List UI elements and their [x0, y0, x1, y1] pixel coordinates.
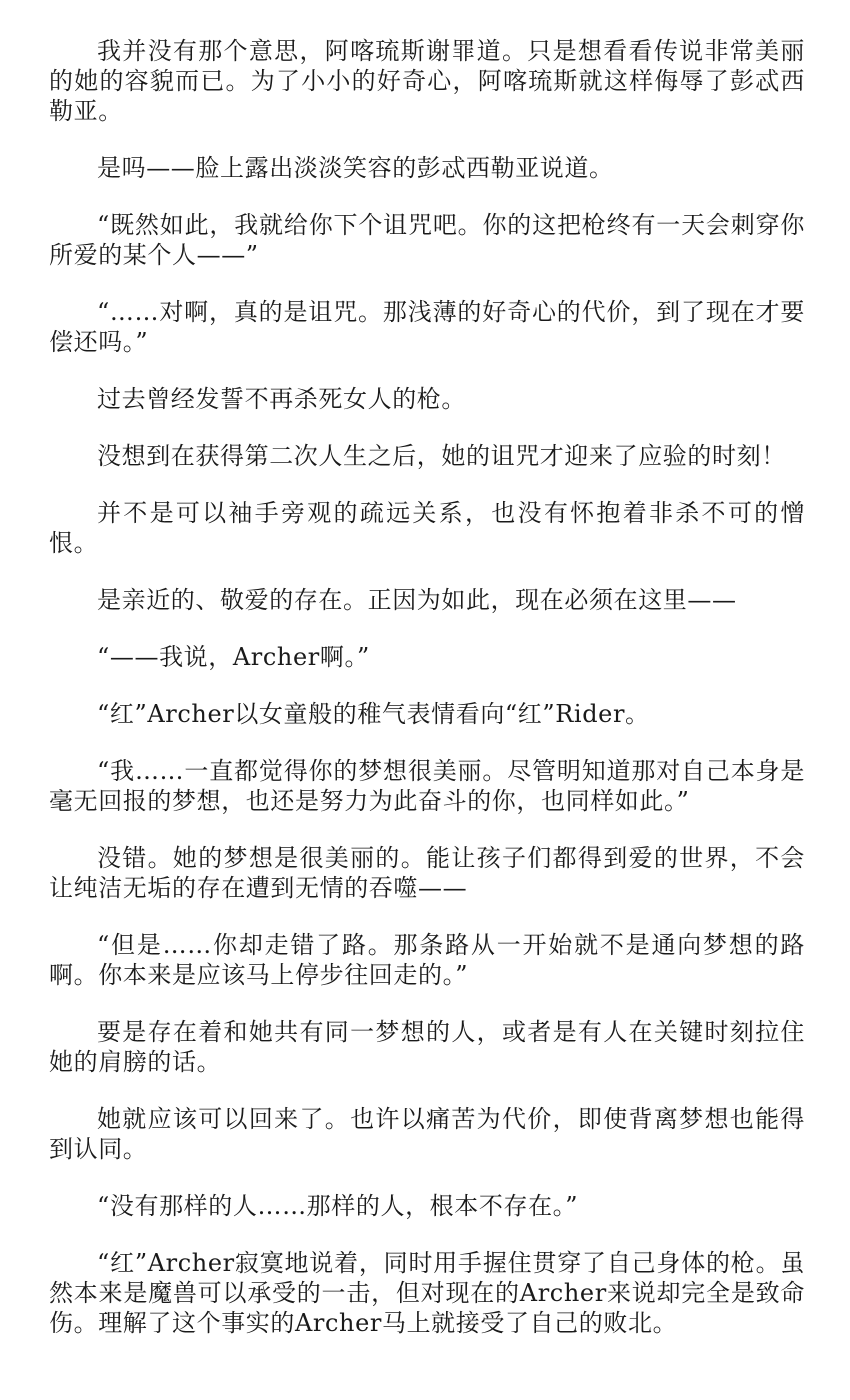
paragraph: “红”Archer以女童般的稚气表情看向“红”Rider。: [97, 700, 650, 728]
paragraph: 没想到在获得第二次人生之后，她的诅咒才迎来了应验的时刻！: [97, 442, 786, 470]
paragraph: 要是存在着和她共有同一梦想的人，或者是有人在关键时刻拉住她的肩膀的话。: [49, 1018, 805, 1076]
paragraph: 是亲近的、敬爱的存在。正因为如此，现在必须在这里——: [97, 586, 737, 614]
paragraph: “没有那样的人……那样的人，根本不存在。”: [97, 1192, 579, 1220]
paragraph: “既然如此，我就给你下个诅咒吧。你的这把枪终有一天会刺穿你所爱的某个人——”: [49, 211, 805, 269]
paragraph: “——我说，Archer啊。”: [97, 643, 370, 671]
paragraph: 她就应该可以回来了。也许以痛苦为代价，即使背离梦想也能得到认同。: [49, 1105, 805, 1163]
paragraph: “但是……你却走错了路。那条路从一开始就不是通向梦想的路啊。你本来是应该马上停步往回走的。”: [49, 931, 805, 989]
paragraph: 过去曾经发誓不再杀死女人的枪。: [97, 385, 466, 413]
paragraph: “我……一直都觉得你的梦想很美丽。尽管明知道那对自己本身是毫无回报的梦想，也还是努力为此奋斗的你，也同样如此。”: [49, 757, 805, 815]
paragraph: 是吗——脸上露出淡淡笑容的彭忒西勒亚说道。: [97, 154, 614, 182]
paragraph: “红”Archer寂寞地说着，同时用手握住贯穿了自己身体的枪。虽然本来是魔兽可以承受的一击，但对现在的Archer来说却完全是致命伤。理解了这个事实的Archer马上就接受了自己的败北。: [49, 1249, 805, 1337]
paragraph: “……对啊，真的是诅咒。那浅薄的好奇心的代价，到了现在才要偿还吗。”: [49, 298, 805, 356]
document-page: [49, 36, 805, 1365]
paragraph: 没错。她的梦想是很美丽的。能让孩子们都得到爱的世界，不会让纯洁无垢的存在遭到无情的吞噬——: [49, 844, 805, 902]
paragraph: 并不是可以袖手旁观的疏远关系，也没有怀抱着非杀不可的憎恨。: [49, 499, 805, 557]
paragraph: 我并没有那个意思，阿喀琉斯谢罪道。只是想看看传说非常美丽的她的容貌而已。为了小小的好奇心，阿喀琉斯就这样侮辱了彭忒西勒亚。: [49, 37, 805, 125]
